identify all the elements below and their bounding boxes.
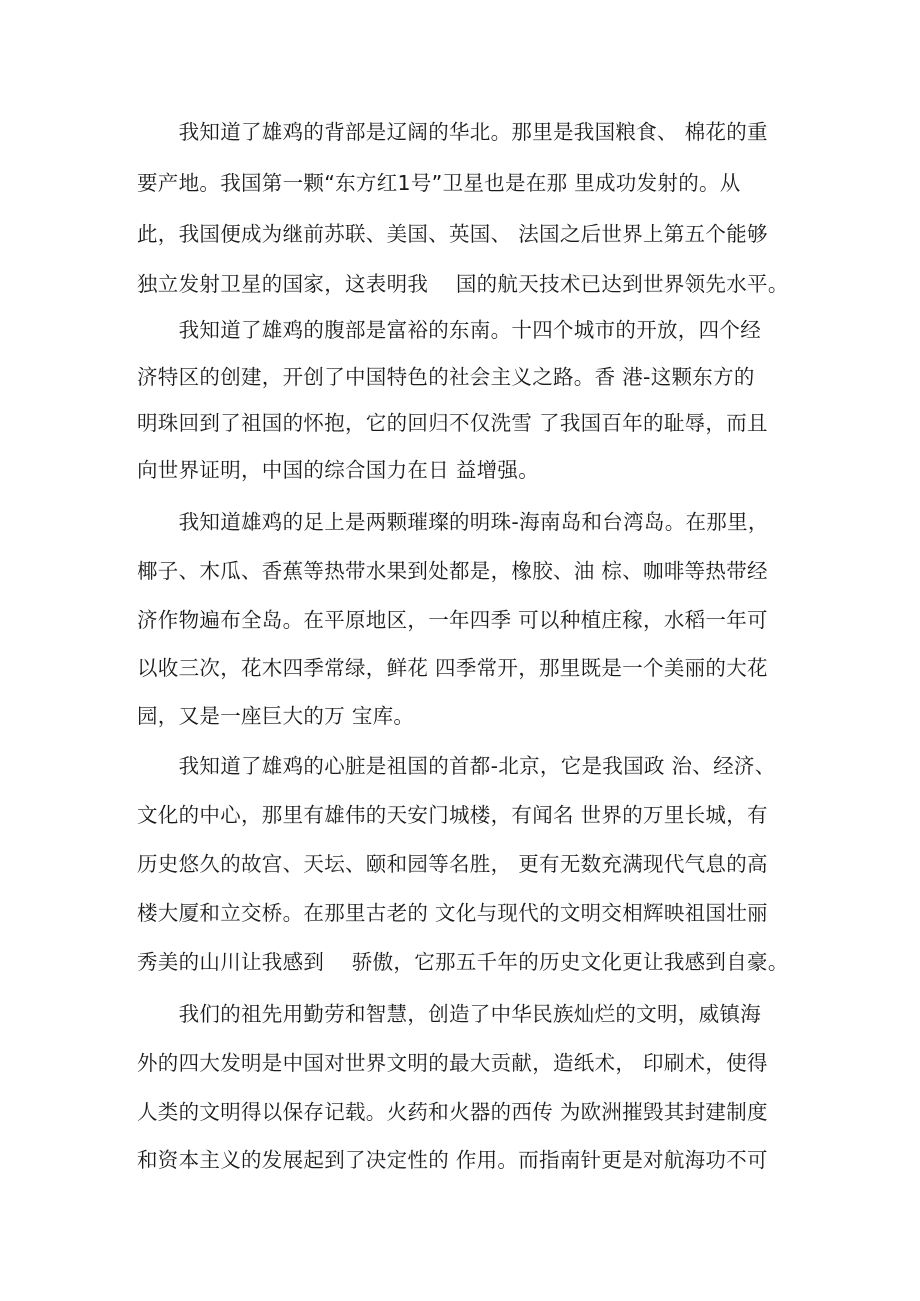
text-line: 园，又是一座巨大的万 宝库。 xyxy=(137,704,415,728)
text-line: 独立发射卫星的国家，这表明我 国的航天技术已达到世界领先水平。 xyxy=(137,272,789,296)
text-line: 历史悠久的故宫、天坛、颐和园等名胜， 更有无数充满现代气息的高 xyxy=(137,852,768,876)
text-line: 我们的祖先用勤劳和智慧，创造了中华民族灿烂的文明，威镇海 xyxy=(137,1002,761,1026)
text-line: 要产地。我国第一颗“东方红1号”卫星也是在那 里成功发射的。从 xyxy=(137,171,741,195)
text-line: 人类的文明得以保存记载。火药和火器的西传 为欧洲摧毁其封建制度 xyxy=(137,1100,768,1124)
text-line: 我知道雄鸡的足上是两颗璀璨的明珠-海南岛和台湾岛。在那里， xyxy=(137,510,769,534)
text-line: 济特区的创建，开创了中国特色的社会主义之路。香 港-这颗东方的 xyxy=(137,365,755,389)
text-line: 明珠回到了祖国的怀抱，它的回归不仅洗雪 了我国百年的耻辱，而且 xyxy=(137,411,768,435)
text-line: 和资本主义的发展起到了决定性的 作用。而指南针更是对航海功不可 xyxy=(137,1148,768,1172)
text-line: 以收三次，花木四季常绿，鲜花 四季常开，那里既是一个美丽的大花 xyxy=(137,656,768,680)
text-line: 我知道了雄鸡的背部是辽阔的华北。那里是我国粮食、 棉花的重 xyxy=(137,120,768,144)
text-line: 我知道了雄鸡的心脏是祖国的首都-北京，它是我国政 治、经济、 xyxy=(137,754,776,778)
text-line: 济作物遍布全岛。在平原地区，一年四季 可以种植庄稼，水稻一年可 xyxy=(137,608,768,632)
text-line: 文化的中心，那里有雄伟的天安门城楼，有闻名 世界的万里长城，有 xyxy=(137,803,768,827)
text-line: 外的四大发明是中国对世界文明的最大贡献，造纸术， 印刷术，使得 xyxy=(137,1051,768,1075)
text-line: 我知道了雄鸡的腹部是富裕的东南。十四个城市的开放，四个经 xyxy=(137,318,761,342)
text-line: 楼大厦和立交桥。在那里古老的 文化与现代的文明交相辉映祖国壮丽 xyxy=(137,901,768,925)
text-line: 椰子、木瓜、香蕉等热带水果到处都是，橡胶、油 棕、咖啡等热带经 xyxy=(137,559,768,583)
text-line: 秀美的山川让我感到 骄傲，它那五千年的历史文化更让我感到自豪。 xyxy=(137,950,789,974)
text-line: 向世界证明，中国的综合国力在日 益增强。 xyxy=(137,458,540,482)
text-line: 此，我国便成为继前苏联、美国、英国、 法国之后世界上第五个能够 xyxy=(137,222,768,246)
